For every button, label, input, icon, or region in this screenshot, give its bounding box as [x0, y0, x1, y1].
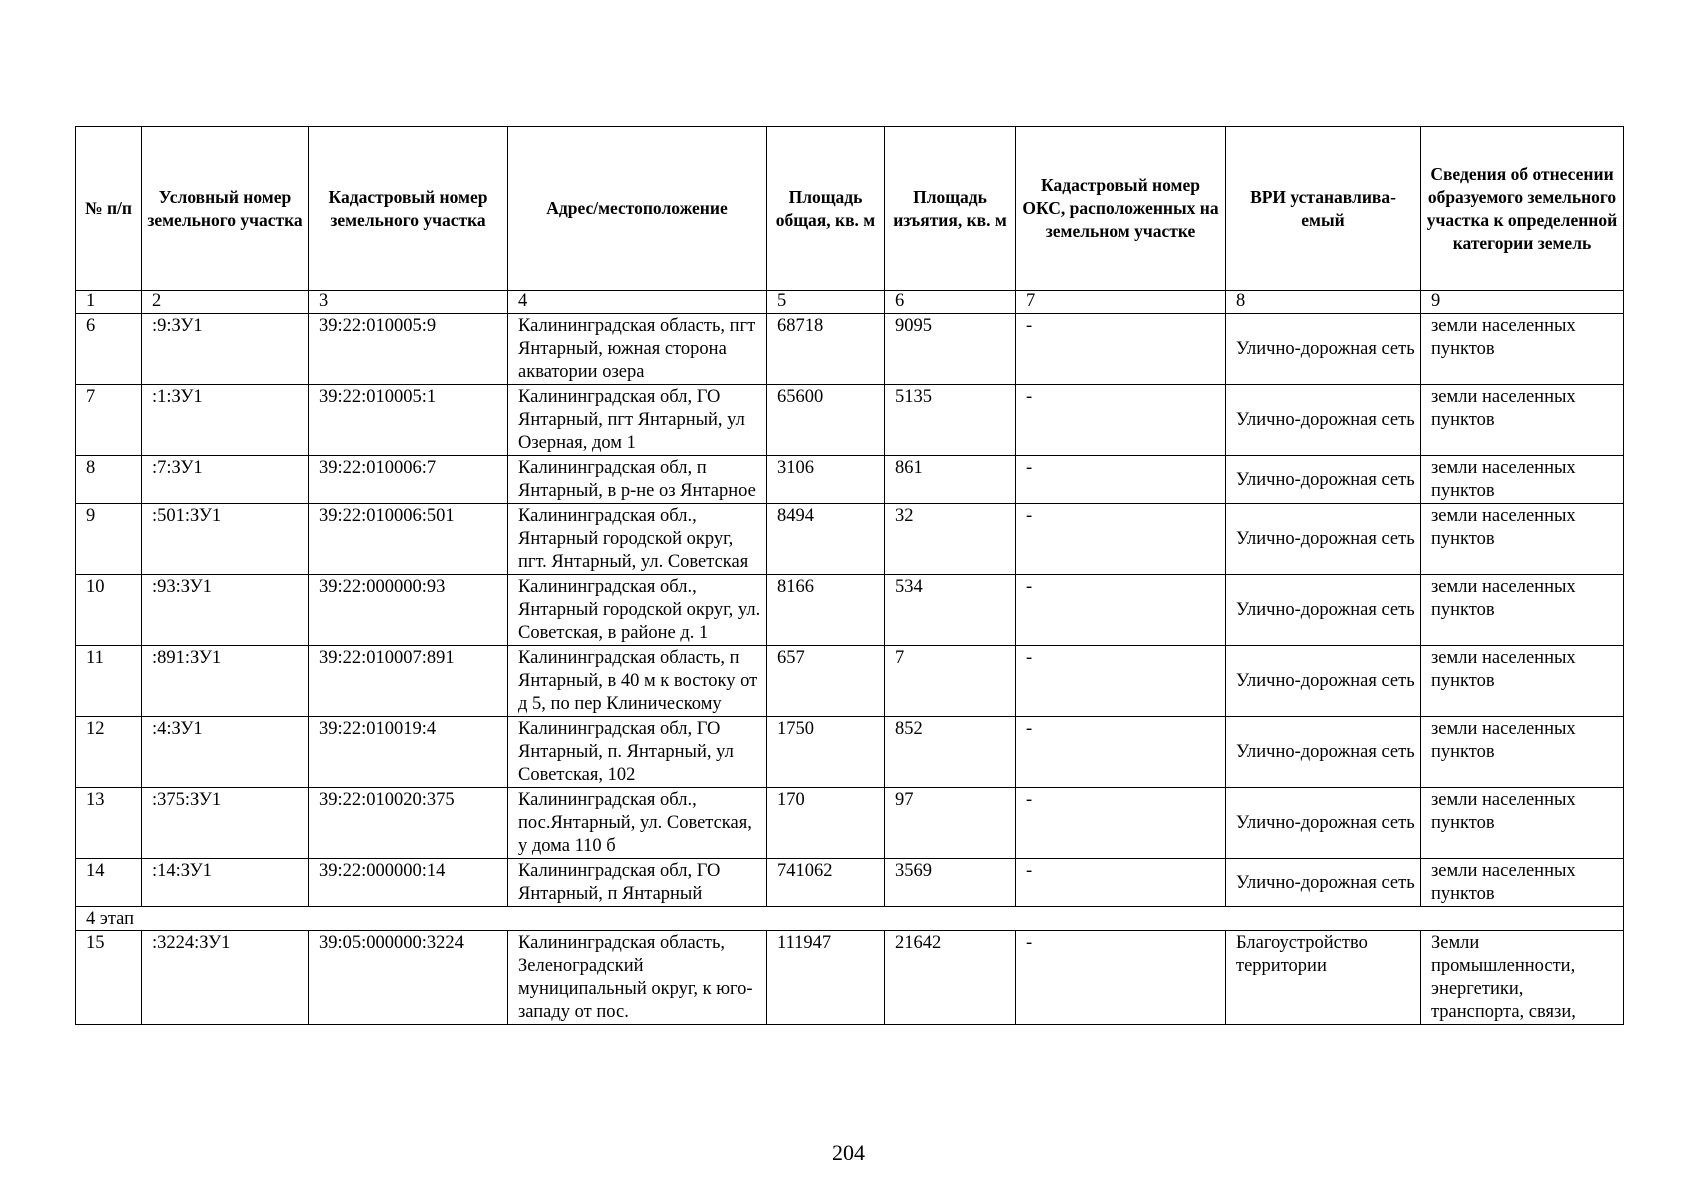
land-category-cell: Земли промышленности, энергетики, транспорта, связи, [1421, 931, 1624, 1025]
table-row [76, 575, 1624, 646]
row-number-cell: 6 [76, 314, 142, 385]
page-number: 204 [832, 1140, 865, 1165]
row-number-cell: 12 [76, 717, 142, 788]
address-cell: Калининградская обл., Янтарный городской округ, пгт. Янтарный, ул. Советская [508, 504, 767, 575]
land-plots-table [75, 126, 1624, 1025]
land-category-cell: земли населенных пунктов [1421, 788, 1624, 859]
column-number-cell: 8 [1226, 291, 1421, 314]
oks-number-cell: - [1016, 314, 1226, 385]
total-area-cell: 68718 [767, 314, 885, 385]
table-row [76, 504, 1624, 575]
oks-number-cell: - [1016, 788, 1226, 859]
oks-number-cell: - [1016, 717, 1226, 788]
cadastral-number-cell: 39:22:010005:1 [309, 385, 508, 456]
cadastral-number-cell: 39:22:010007:891 [309, 646, 508, 717]
oks-number-cell: - [1016, 575, 1226, 646]
table-row [76, 385, 1624, 456]
address-cell: Калининградская обл, п Янтарный, в р-не оз Янтарное [508, 456, 767, 504]
total-area-cell: 8166 [767, 575, 885, 646]
vri-cell: Улично-дорожная сеть [1226, 717, 1421, 788]
conditional-number-cell: :7:ЗУ1 [142, 456, 309, 504]
table-row [76, 717, 1624, 788]
cadastral-number-cell: 39:05:000000:3224 [309, 931, 508, 1025]
seizure-area-cell: 32 [885, 504, 1016, 575]
conditional-number-cell: :375:ЗУ1 [142, 788, 309, 859]
land-category-cell: земли населенных пунктов [1421, 575, 1624, 646]
address-cell: Калининградская обл., Янтарный городской округ, ул. Советская, в районе д. 1 [508, 575, 767, 646]
seizure-area-cell: 5135 [885, 385, 1016, 456]
land-category-cell: земли населенных пунктов [1421, 504, 1624, 575]
total-area-cell: 657 [767, 646, 885, 717]
seizure-area-cell: 9095 [885, 314, 1016, 385]
cadastral-number-cell: 39:22:000000:93 [309, 575, 508, 646]
cadastral-number-cell: 39:22:010020:375 [309, 788, 508, 859]
oks-number-cell: - [1016, 504, 1226, 575]
address-cell: Калининградская обл, ГО Янтарный, пгт Янтарный, ул Озерная, дом 1 [508, 385, 767, 456]
row-number-cell: 14 [76, 859, 142, 907]
conditional-number-cell: :1:ЗУ1 [142, 385, 309, 456]
total-area-cell: 65600 [767, 385, 885, 456]
table-row [76, 859, 1624, 907]
table-row [76, 314, 1624, 385]
land-category-cell: земли населенных пунктов [1421, 314, 1624, 385]
land-category-cell: земли населенных пунктов [1421, 456, 1624, 504]
column-number-cell: 1 [76, 291, 142, 314]
row-number-cell: 9 [76, 504, 142, 575]
column-number-row [76, 291, 1624, 314]
vri-cell: Улично-дорожная сеть [1226, 788, 1421, 859]
seizure-area-cell: 852 [885, 717, 1016, 788]
header-cell: Условный номер земельного участка [142, 127, 309, 291]
header-cell: Адрес/местоположение [508, 127, 767, 291]
land-category-cell: земли населенных пунктов [1421, 385, 1624, 456]
stage-row [76, 907, 1624, 931]
address-cell: Калининградская обл, ГО Янтарный, п Янтарный [508, 859, 767, 907]
header-cell: Площадь изъятия, кв. м [885, 127, 1016, 291]
conditional-number-cell: :93:ЗУ1 [142, 575, 309, 646]
column-number-cell: 3 [309, 291, 508, 314]
header-cell: Кадастровый номер ОКС, расположенных на земельном участке [1016, 127, 1226, 291]
seizure-area-cell: 21642 [885, 931, 1016, 1025]
conditional-number-cell: :14:ЗУ1 [142, 859, 309, 907]
row-number-cell: 11 [76, 646, 142, 717]
header-cell: № п/п [76, 127, 142, 291]
oks-number-cell: - [1016, 385, 1226, 456]
row-number-cell: 7 [76, 385, 142, 456]
address-cell: Калининградская область, Зеленоградский муниципальный округ, к юго-западу от пос. [508, 931, 767, 1025]
land-category-cell: земли населенных пунктов [1421, 859, 1624, 907]
oks-number-cell: - [1016, 456, 1226, 504]
vri-cell: Благоустройство территории [1226, 931, 1421, 1025]
vri-cell: Улично-дорожная сеть [1226, 314, 1421, 385]
oks-number-cell: - [1016, 931, 1226, 1025]
address-cell: Калининградская область, пгт Янтарный, южная сторона акватории озера [508, 314, 767, 385]
column-number-cell: 7 [1016, 291, 1226, 314]
header-cell: Сведения об отнесении образуемого земельного участка к определенной категории земель [1421, 127, 1624, 291]
seizure-area-cell: 7 [885, 646, 1016, 717]
address-cell: Калининградская обл, ГО Янтарный, п. Янтарный, ул Советская, 102 [508, 717, 767, 788]
cadastral-number-cell: 39:22:010006:501 [309, 504, 508, 575]
column-number-cell: 4 [508, 291, 767, 314]
header-cell: ВРИ устанавлива-емый [1226, 127, 1421, 291]
row-number-cell: 15 [76, 931, 142, 1025]
column-number-cell: 5 [767, 291, 885, 314]
vri-cell: Улично-дорожная сеть [1226, 646, 1421, 717]
oks-number-cell: - [1016, 859, 1226, 907]
address-cell: Калининградская область, п Янтарный, в 40 м к востоку от д 5, по пер Клиническому [508, 646, 767, 717]
cadastral-number-cell: 39:22:010005:9 [309, 314, 508, 385]
column-number-cell: 9 [1421, 291, 1624, 314]
land-category-cell: земли населенных пунктов [1421, 717, 1624, 788]
total-area-cell: 3106 [767, 456, 885, 504]
vri-cell: Улично-дорожная сеть [1226, 504, 1421, 575]
seizure-area-cell: 861 [885, 456, 1016, 504]
total-area-cell: 741062 [767, 859, 885, 907]
oks-number-cell: - [1016, 646, 1226, 717]
vri-cell: Улично-дорожная сеть [1226, 456, 1421, 504]
seizure-area-cell: 97 [885, 788, 1016, 859]
seizure-area-cell: 3569 [885, 859, 1016, 907]
address-cell: Калининградская обл., пос.Янтарный, ул. Советская, у дома 110 б [508, 788, 767, 859]
header-row [76, 127, 1624, 291]
row-number-cell: 13 [76, 788, 142, 859]
vri-cell: Улично-дорожная сеть [1226, 575, 1421, 646]
vri-cell: Улично-дорожная сеть [1226, 385, 1421, 456]
table-row [76, 646, 1624, 717]
row-number-cell: 10 [76, 575, 142, 646]
seizure-area-cell: 534 [885, 575, 1016, 646]
table-row [76, 456, 1624, 504]
cadastral-number-cell: 39:22:010006:7 [309, 456, 508, 504]
total-area-cell: 8494 [767, 504, 885, 575]
total-area-cell: 170 [767, 788, 885, 859]
cadastral-number-cell: 39:22:000000:14 [309, 859, 508, 907]
land-category-cell: земли населенных пунктов [1421, 646, 1624, 717]
total-area-cell: 111947 [767, 931, 885, 1025]
cadastral-number-cell: 39:22:010019:4 [309, 717, 508, 788]
total-area-cell: 1750 [767, 717, 885, 788]
header-cell: Кадастровый номер земельного участка [309, 127, 508, 291]
conditional-number-cell: :4:ЗУ1 [142, 717, 309, 788]
table-row [76, 788, 1624, 859]
conditional-number-cell: :9:ЗУ1 [142, 314, 309, 385]
column-number-cell: 2 [142, 291, 309, 314]
table-row [76, 931, 1624, 1025]
row-number-cell: 8 [76, 456, 142, 504]
header-cell: Площадь общая, кв. м [767, 127, 885, 291]
conditional-number-cell: :3224:ЗУ1 [142, 931, 309, 1025]
conditional-number-cell: :501:ЗУ1 [142, 504, 309, 575]
stage-label: 4 этап [76, 907, 1624, 931]
vri-cell: Улично-дорожная сеть [1226, 859, 1421, 907]
conditional-number-cell: :891:ЗУ1 [142, 646, 309, 717]
column-number-cell: 6 [885, 291, 1016, 314]
